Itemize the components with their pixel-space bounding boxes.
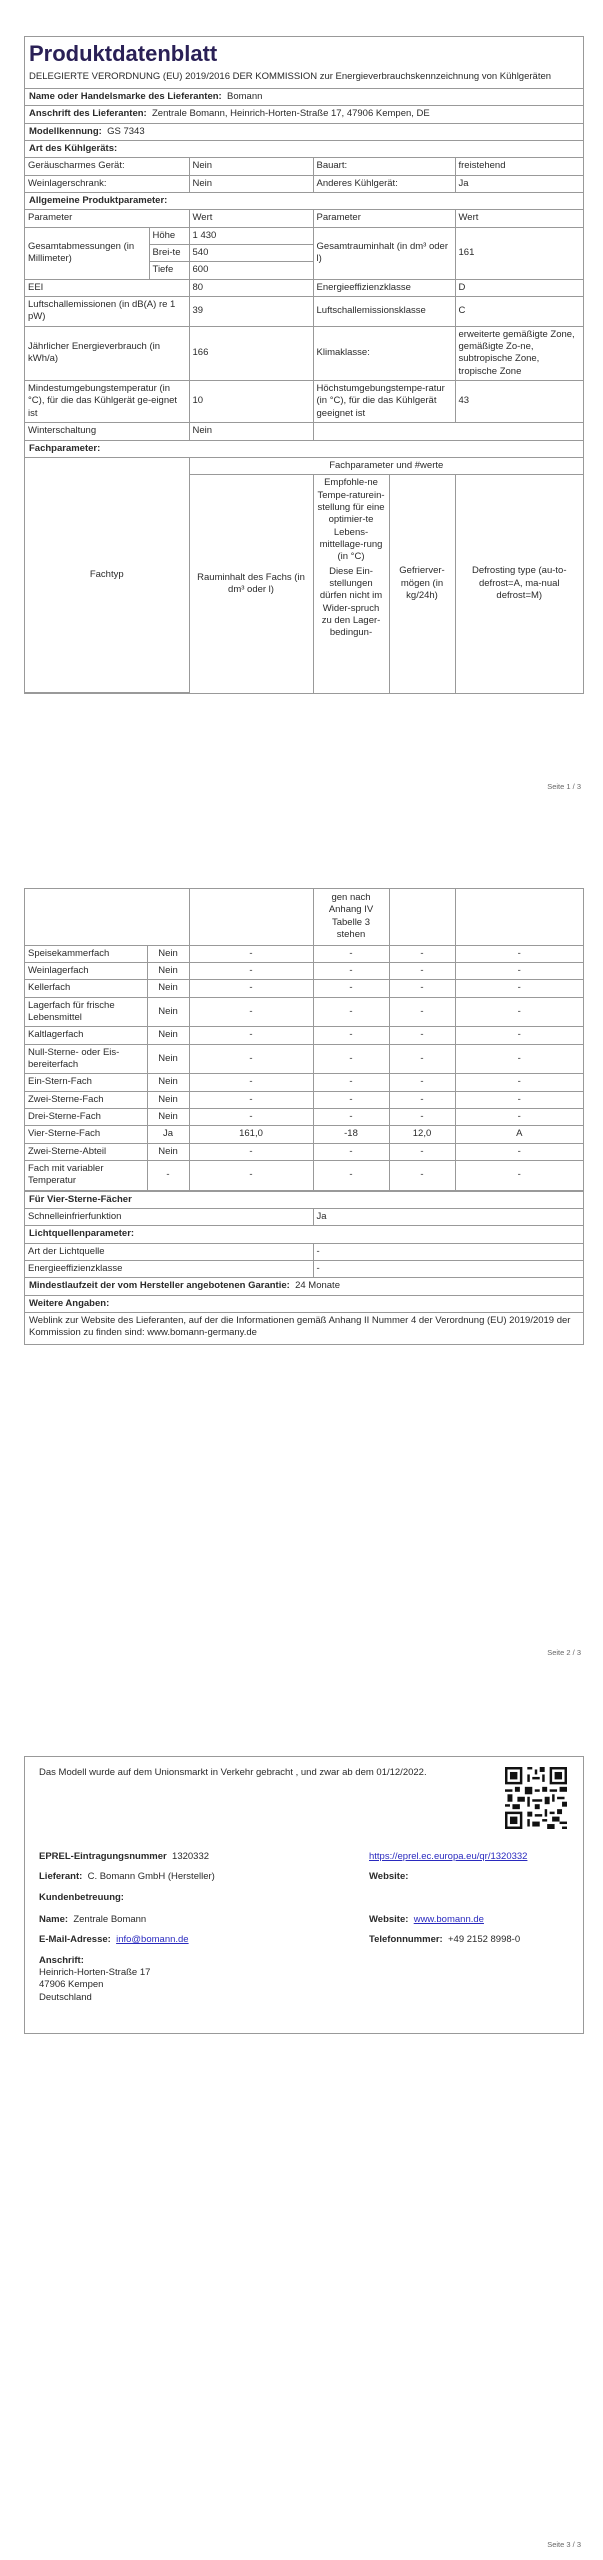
compartment-row: Weinlagerfach Nein - - - - bbox=[25, 962, 583, 979]
compartment-row: Zwei-Sterne-Fach Nein - - - - bbox=[25, 1091, 583, 1108]
type-header: Art des Kühlgeräts: bbox=[25, 140, 583, 157]
phone-value: +49 2152 8998-0 bbox=[448, 1934, 521, 1946]
page-3 bbox=[0, 1670, 603, 2560]
model-row: Modellkennung: GS 7343 bbox=[25, 123, 583, 140]
more-header: Weitere Angaben: bbox=[25, 1295, 583, 1312]
general-row: Mindestumgebungstemperatur (in °C), für die das Kühlgerät ge-eignet ist 10 Höchstumgebungstempe-ratur (in °C), für die das Kühlgerät geeignet ist 43 bbox=[25, 381, 583, 423]
website-link[interactable]: www.bomann.de bbox=[413, 1914, 484, 1926]
page-footer: Seite 1 / 3 bbox=[547, 782, 581, 791]
general-row: Luftschallemissionen (in dB(A) re 1 pW) 39 Luftschallemissionsklasse C bbox=[25, 297, 583, 327]
general-params-table: Parameter Wert Parameter Wert Gesamtabmessungen (in Millimeter) Höhe 1 430 Gesamtrauminhalt (in dm³ oder l) 161 Brei-te 540 Tiefe 600 EEI 80 Energieeffizienzklasse D Luftschallemissionen (in dB(A) re 1 pW) 39 Luftschallemissionsklasse C Jährlicher Energieverbrauch (in kWh/a) 166 Klimaklasse: erweiterte gemäßigte Zone, gemäßigte Zo-ne, subtropische Zone, tropische Zone Mindestumgebungstemperatur (in °C), für die das Kühlgerät ge-eignet ist 10 Höchstumgebungstempe-ratur (in °C), für die das Kühlgerät geeignet ist 43 Winterschaltung Nein bbox=[25, 209, 583, 439]
supplier-address-value: Zentrale Bomann, Heinrich-Horten-Straße 17, 47906 Kempen, DE bbox=[152, 108, 430, 120]
supplier-name-row: Name oder Handelsmarke des Lieferanten: Bomann bbox=[25, 88, 583, 105]
supplier-address-row: Anschrift des Lieferanten: Zentrale Bomann, Heinrich-Horten-Straße 17, 47906 Kempen, DE bbox=[25, 105, 583, 122]
quick-freeze-value: Ja bbox=[313, 1209, 583, 1225]
address-line: 47906 Kempen bbox=[39, 1979, 104, 1991]
page-footer: Seite 3 / 3 bbox=[547, 2540, 581, 2549]
general-row: EEI 80 Energieeffizienzklasse D bbox=[25, 279, 583, 296]
supplier-value: C. Bomann GmbH (Hersteller) bbox=[87, 1871, 215, 1883]
quick-freeze-label: Schnelleinfrierfunktion bbox=[25, 1209, 313, 1225]
product-datasheet-continued: gen nach Anhang IV Tabelle 3 stehen Speisekammerfach Nein - - - - Weinlagerfach Nein - - - - Kellerfach Nein - - - - Lagerfach für frische Lebensmittel Nein - - - - Kaltlagerfach Nein - - - - Null-Sterne- oder Eis-bereiterfach Nein - - - - Ein-Stern-Fach Nein - - - - Zwei-Sterne-Fach Nein - - - - Drei-Sterne-Fach Nein - - - - Vier-Sterne-Fach Ja 161,0 -18 12,0 A Zwei-Sterne-Abteil Nein - - - - Fach mit variabler Temperatur - - - - - Für Vier-Sterne-Fächer Schnelleinfrierfunktion Ja Lichtquellenparameter: Art der Lichtquelle - Energieeffizienzklasse - Mindestlaufzeit der vom Hersteller angebotenen Garantie: 24 Monate Weitere Angaben: Weblink zur Website des Lieferanten, auf der die Informationen gemäß Anhang II Nummer 4 der Verordnung (EU) 2019/2019 der Kommission zu finden sind: www.bomann-germany.de bbox=[24, 888, 584, 1345]
product-datasheet bbox=[24, 36, 584, 694]
compartment-row: Ein-Stern-Fach Nein - - - - bbox=[25, 1074, 583, 1091]
address-line: Deutschland bbox=[39, 1991, 92, 2003]
compartment-row: Fach mit variabler Temperatur - - - - - bbox=[25, 1160, 583, 1190]
page-footer: Seite 2 / 3 bbox=[547, 1648, 581, 1657]
compartment-row: Kellerfach Nein - - - - bbox=[25, 980, 583, 997]
dimensions-label: Gesamtabmessungen (in Millimeter) bbox=[25, 227, 149, 279]
page-title: Produktdatenblatt bbox=[29, 41, 218, 66]
email-link[interactable]: info@bomann.de bbox=[116, 1934, 189, 1946]
compartment-row: Drei-Sterne-Fach Nein - - - - bbox=[25, 1108, 583, 1125]
type-table: Geräuscharmes Gerät: Nein Bauart: freistehend Weinlagerschrank: Nein Anderes Kühlgerät: Ja bbox=[25, 157, 583, 192]
fach-table: gen nach Anhang IV Tabelle 3 stehen Speisekammerfach Nein - - - - Weinlagerfach Nein - - - - Kellerfach Nein - - - - Lagerfach für frische Lebensmittel Nein - - - - Kaltlagerfach Nein - - - - Null-Sterne- oder Eis-bereiterfach Nein - - - - Ein-Stern-Fach Nein - - - - Zwei-Sterne-Fach Nein - - - - Drei-Sterne-Fach Nein - - - - Vier-Sterne-Fach Ja 161,0 -18 12,0 A Zwei-Sterne-Abteil Nein - - - - Fach mit variabler Temperatur - - - - - bbox=[25, 889, 583, 1191]
warranty-value: 24 Monate bbox=[295, 1280, 340, 1292]
address-line: Heinrich-Horten-Straße 17 bbox=[39, 1967, 151, 1979]
fach-group-label: Fachparameter und #werte bbox=[189, 458, 583, 475]
compartment-row: Zwei-Sterne-Abteil Nein - - - - bbox=[25, 1143, 583, 1160]
general-header: Allgemeine Produktparameter: bbox=[25, 192, 583, 209]
eprel-number: 1320332 bbox=[172, 1851, 210, 1862]
model-value: GS 7343 bbox=[107, 125, 145, 137]
market-intro: Das Modell wurde auf dem Unionsmarkt in Verkehr gebracht , und zwar ab dem 01/12/2022. bbox=[39, 1767, 427, 1778]
fach-table-head: Fachtyp Fachparameter und #werte Rauminhalt des Fachs (in dm³ oder l) Empfohle-ne Tempe-raturein-stellung für eine optimier-te Lebens-mittellage-rung (in °C) Diese Ein-stellungen dürfen nicht im Wider-spruch zu den Lager-bedingun- Gefrierver-mögen (in kg/24h) Defrosting type (au-to-defrost=A, ma-nual defrost=M) bbox=[25, 457, 583, 693]
volume-value: 161 bbox=[455, 227, 583, 279]
regulation-subtitle: DELEGIERTE VERORDNUNG (EU) 2019/2016 DER KOMMISSION zur Energieverbrauchskennzeichnung von Kühlgeräten bbox=[29, 70, 552, 82]
page-2 bbox=[0, 820, 603, 1670]
eprel-link[interactable]: https://eprel.ec.europa.eu/qr/1320332 bbox=[369, 1851, 528, 1862]
compartment-row: Lagerfach für frische Lebensmittel Nein - - - - bbox=[25, 997, 583, 1027]
compartment-row: Vier-Sterne-Fach Ja 161,0 -18 12,0 A bbox=[25, 1126, 583, 1143]
page-1 bbox=[0, 0, 603, 820]
general-row: Jährlicher Energieverbrauch (in kWh/a) 166 Klimaklasse: erweiterte gemäßigte Zone, gemäßigte Zo-ne, subtropische Zone, tropische Zone bbox=[25, 326, 583, 380]
fachtyp-label: Fachtyp bbox=[25, 458, 189, 693]
compartment-row: Kaltlagerfach Nein - - - - bbox=[25, 1027, 583, 1044]
warranty-row: Mindestlaufzeit der vom Hersteller angebotenen Garantie: 24 Monate bbox=[25, 1277, 583, 1294]
winter-row: Winterschaltung Nein bbox=[25, 423, 583, 440]
service-name: Zentrale Bomann bbox=[73, 1914, 147, 1926]
service-header: Kundenbetreuung: bbox=[39, 1891, 124, 1903]
fach-header: Fachparameter: bbox=[25, 440, 583, 457]
four-star-header: Für Vier-Sterne-Fächer bbox=[25, 1191, 583, 1208]
compartment-row: Null-Sterne- oder Eis-bereiterfach Nein - - - - bbox=[25, 1044, 583, 1074]
supplier-name-value: Bomann bbox=[227, 90, 263, 102]
model-info-box: Das Modell wurde auf dem Unionsmarkt in Verkehr gebracht , und zwar ab dem 01/12/2022. EPREL-Eintragungsnummer 1320332 https://eprel.ec.europa.eu/qr/1320332 Lieferant: C. Bomann GmbH (Hersteller) Website: Kundenbetreuung: Name: Zentrale Bomann Website: www.bomann.de E-Mail-Adresse: info@bomann.de Telefonnummer: +49 2152 8998-0 Anschrift: Heinrich-Horten-Straße 17 47906 Kempen Deutschland bbox=[24, 1756, 584, 2034]
light-header: Lichtquellenparameter: bbox=[25, 1225, 583, 1242]
more-text: Weblink zur Website des Lieferanten, auf der die Informationen gemäß Anhang II Nummer 4 der Verordnung (EU) 2019/2019 der Kommission zu finden sind: www.bomann-germany.de bbox=[25, 1312, 583, 1344]
qr-code-icon bbox=[505, 1767, 567, 1829]
compartment-row: Speisekammerfach Nein - - - - bbox=[25, 945, 583, 962]
volume-label: Gesamtrauminhalt (in dm³ oder l) bbox=[313, 227, 455, 279]
